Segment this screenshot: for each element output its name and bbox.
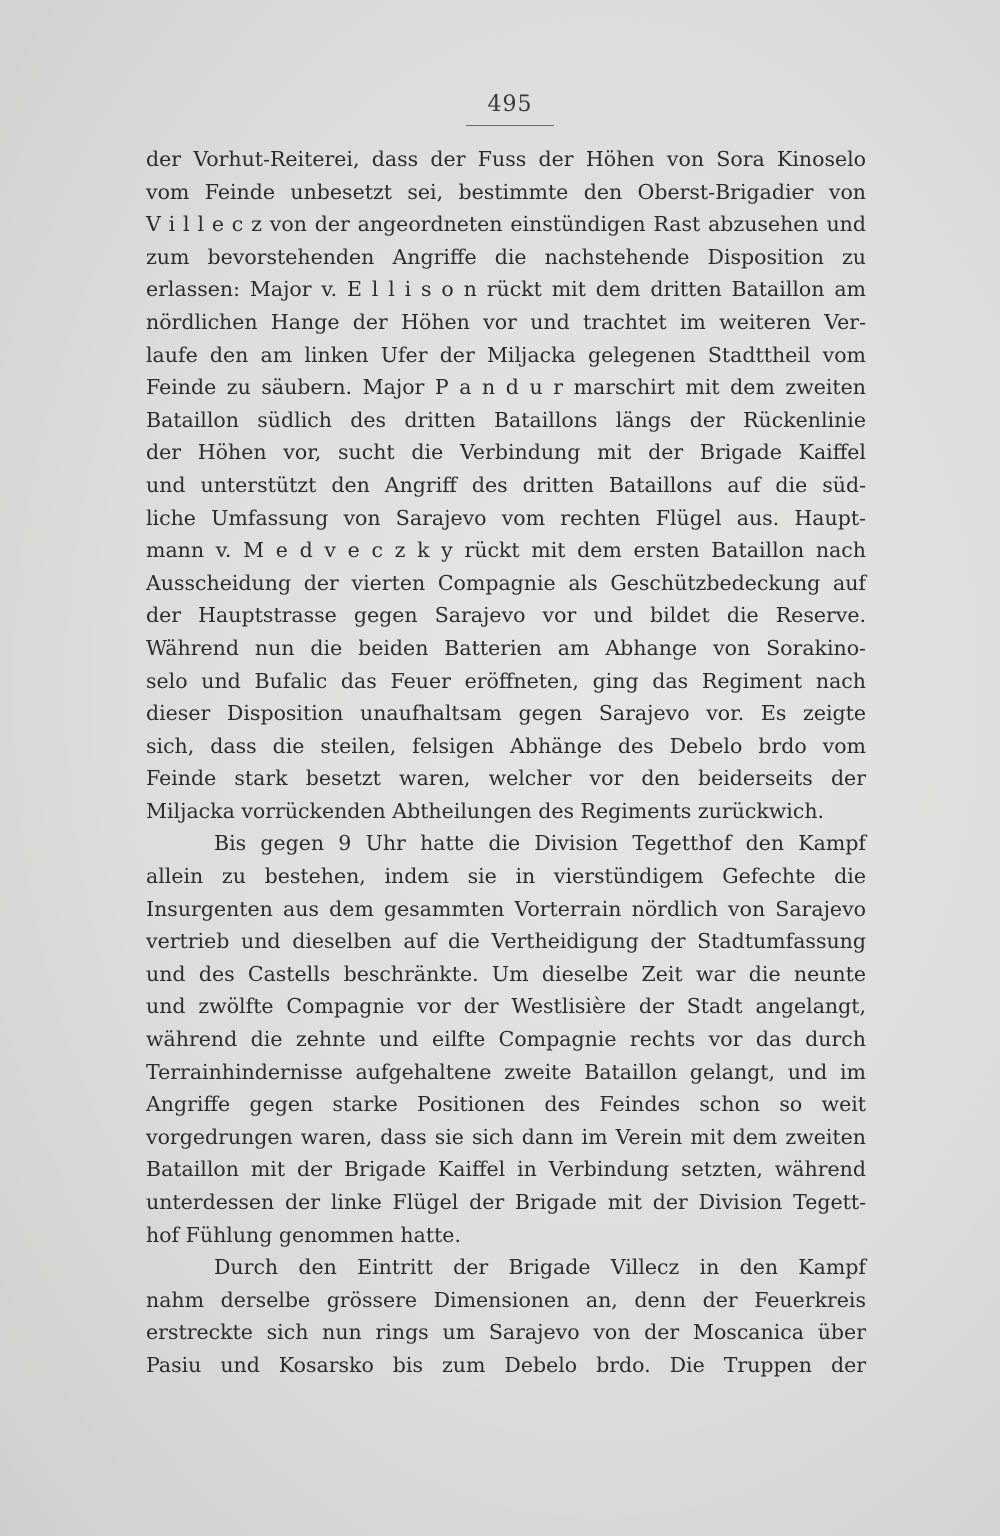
text-line: unterdessen der linke Flügel der Brigade mit der Division Tegett- <box>146 1190 866 1214</box>
text-line: Pasiu und Kosarsko bis zum Debelo brdo. Die Truppen der <box>146 1352 866 1377</box>
text-line: nördlichen Hange der Höhen vor und trachtet im weiteren Ver- <box>146 309 866 334</box>
page-number: 495 <box>487 92 533 117</box>
text-line: allein zu bestehen, indem sie in vierstündigem Gefechte die <box>146 864 866 889</box>
text-line: Bataillon mit der Brigade Kaiffel in Verbindung setzten, während <box>146 1157 866 1182</box>
text-line: selo und Bufalic das Feuer eröffneten, ging das Regiment nach <box>146 668 866 693</box>
text-line: erstreckte sich nun rings um Sarajevo von der Moscanica über <box>146 1320 866 1345</box>
text-line: Durch den Eintritt der Brigade Villecz in den Kampf <box>214 1255 866 1280</box>
text-line: der Hauptstrasse gegen Sarajevo vor und bildet die Reserve. <box>146 603 866 628</box>
text-line: laufe den am linken Ufer der Miljacka gelegenen Stadttheil vom <box>146 342 866 367</box>
text-line: Insurgenten aus dem gesammten Vorterrain nördlich von Sarajevo <box>146 896 866 921</box>
text-line: und unterstützt den Angriff des dritten Bataillons auf die süd- <box>146 472 866 497</box>
text-line: vorgedrungen waren, dass sie sich dann im Verein mit dem zweiten <box>146 1124 866 1149</box>
text-line: und zwölfte Compagnie vor der Westlisière der Stadt angelangt, <box>146 994 866 1019</box>
text-line: Feinde stark besetzt waren, welcher vor den beiderseits der <box>146 766 866 791</box>
text-line: Bis gegen 9 Uhr hatte die Division Tegetthof den Kampf <box>214 831 866 856</box>
body-text <box>146 143 866 1382</box>
text-line: Während nun die beiden Batterien am Abhange von Sorakino- <box>146 635 866 660</box>
text-line: Ausscheidung der vierten Compagnie als Geschützbedeckung auf <box>146 570 866 595</box>
text-line: während die zehnte und eilfte Compagnie rechts vor das durch <box>146 1027 866 1052</box>
text-line: mann v. M e d v e c z k y rückt mit dem ersten Bataillon nach <box>146 538 866 563</box>
text-line: und des Castells beschränkte. Um dieselbe Zeit war die neunte <box>146 961 866 986</box>
text-line: liche Umfassung von Sarajevo vom rechten Flügel aus. Haupt- <box>146 505 866 530</box>
text-line: Miljacka vorrückenden Abtheilungen des Regiments zurückwich. <box>146 798 825 823</box>
text-line: vom Feinde unbesetzt sei, bestimmte den Oberst-Brigadier von <box>146 179 866 204</box>
text-line: zum bevorstehenden Angriffe die nachstehende Disposition zu <box>146 244 866 269</box>
text-line: erlassen: Major v. E l l i s o n rückt mit dem dritten Bataillon am <box>146 277 866 302</box>
text-line: dieser Disposition unaufhaltsam gegen Sarajevo vor. Es zeigte <box>146 701 866 726</box>
text-line: Feinde zu säubern. Major P a n d u r marschirt mit dem zweiten <box>146 375 866 400</box>
text-line: Bataillon südlich des dritten Bataillons längs der Rückenlinie <box>146 407 866 432</box>
text-line: V i l l e c z von der angeordneten einstündigen Rast abzusehen und <box>146 212 866 237</box>
text-line: sich, dass die steilen, felsigen Abhänge des Debelo brdo vom <box>146 733 866 758</box>
text-line: nahm derselbe grössere Dimensionen an, denn der Feuerkreis <box>146 1287 866 1312</box>
text-line: Terrainhindernisse aufgehaltene zweite Bataillon gelangt, und im <box>146 1059 866 1084</box>
header-rule <box>466 125 554 126</box>
text-line: der Vorhut-Reiterei, dass der Fuss der Höhen von Sora Kinoselo <box>146 147 866 171</box>
text-line: hof Fühlung genommen hatte. <box>146 1222 461 1247</box>
text-line: vertrieb und dieselben auf die Vertheidigung der Stadtumfassung <box>146 929 866 954</box>
text-line: Angriffe gegen starke Positionen des Feindes schon so weit <box>146 1092 866 1117</box>
text-line: der Höhen vor, sucht die Verbindung mit der Brigade Kaiffel <box>146 440 866 465</box>
